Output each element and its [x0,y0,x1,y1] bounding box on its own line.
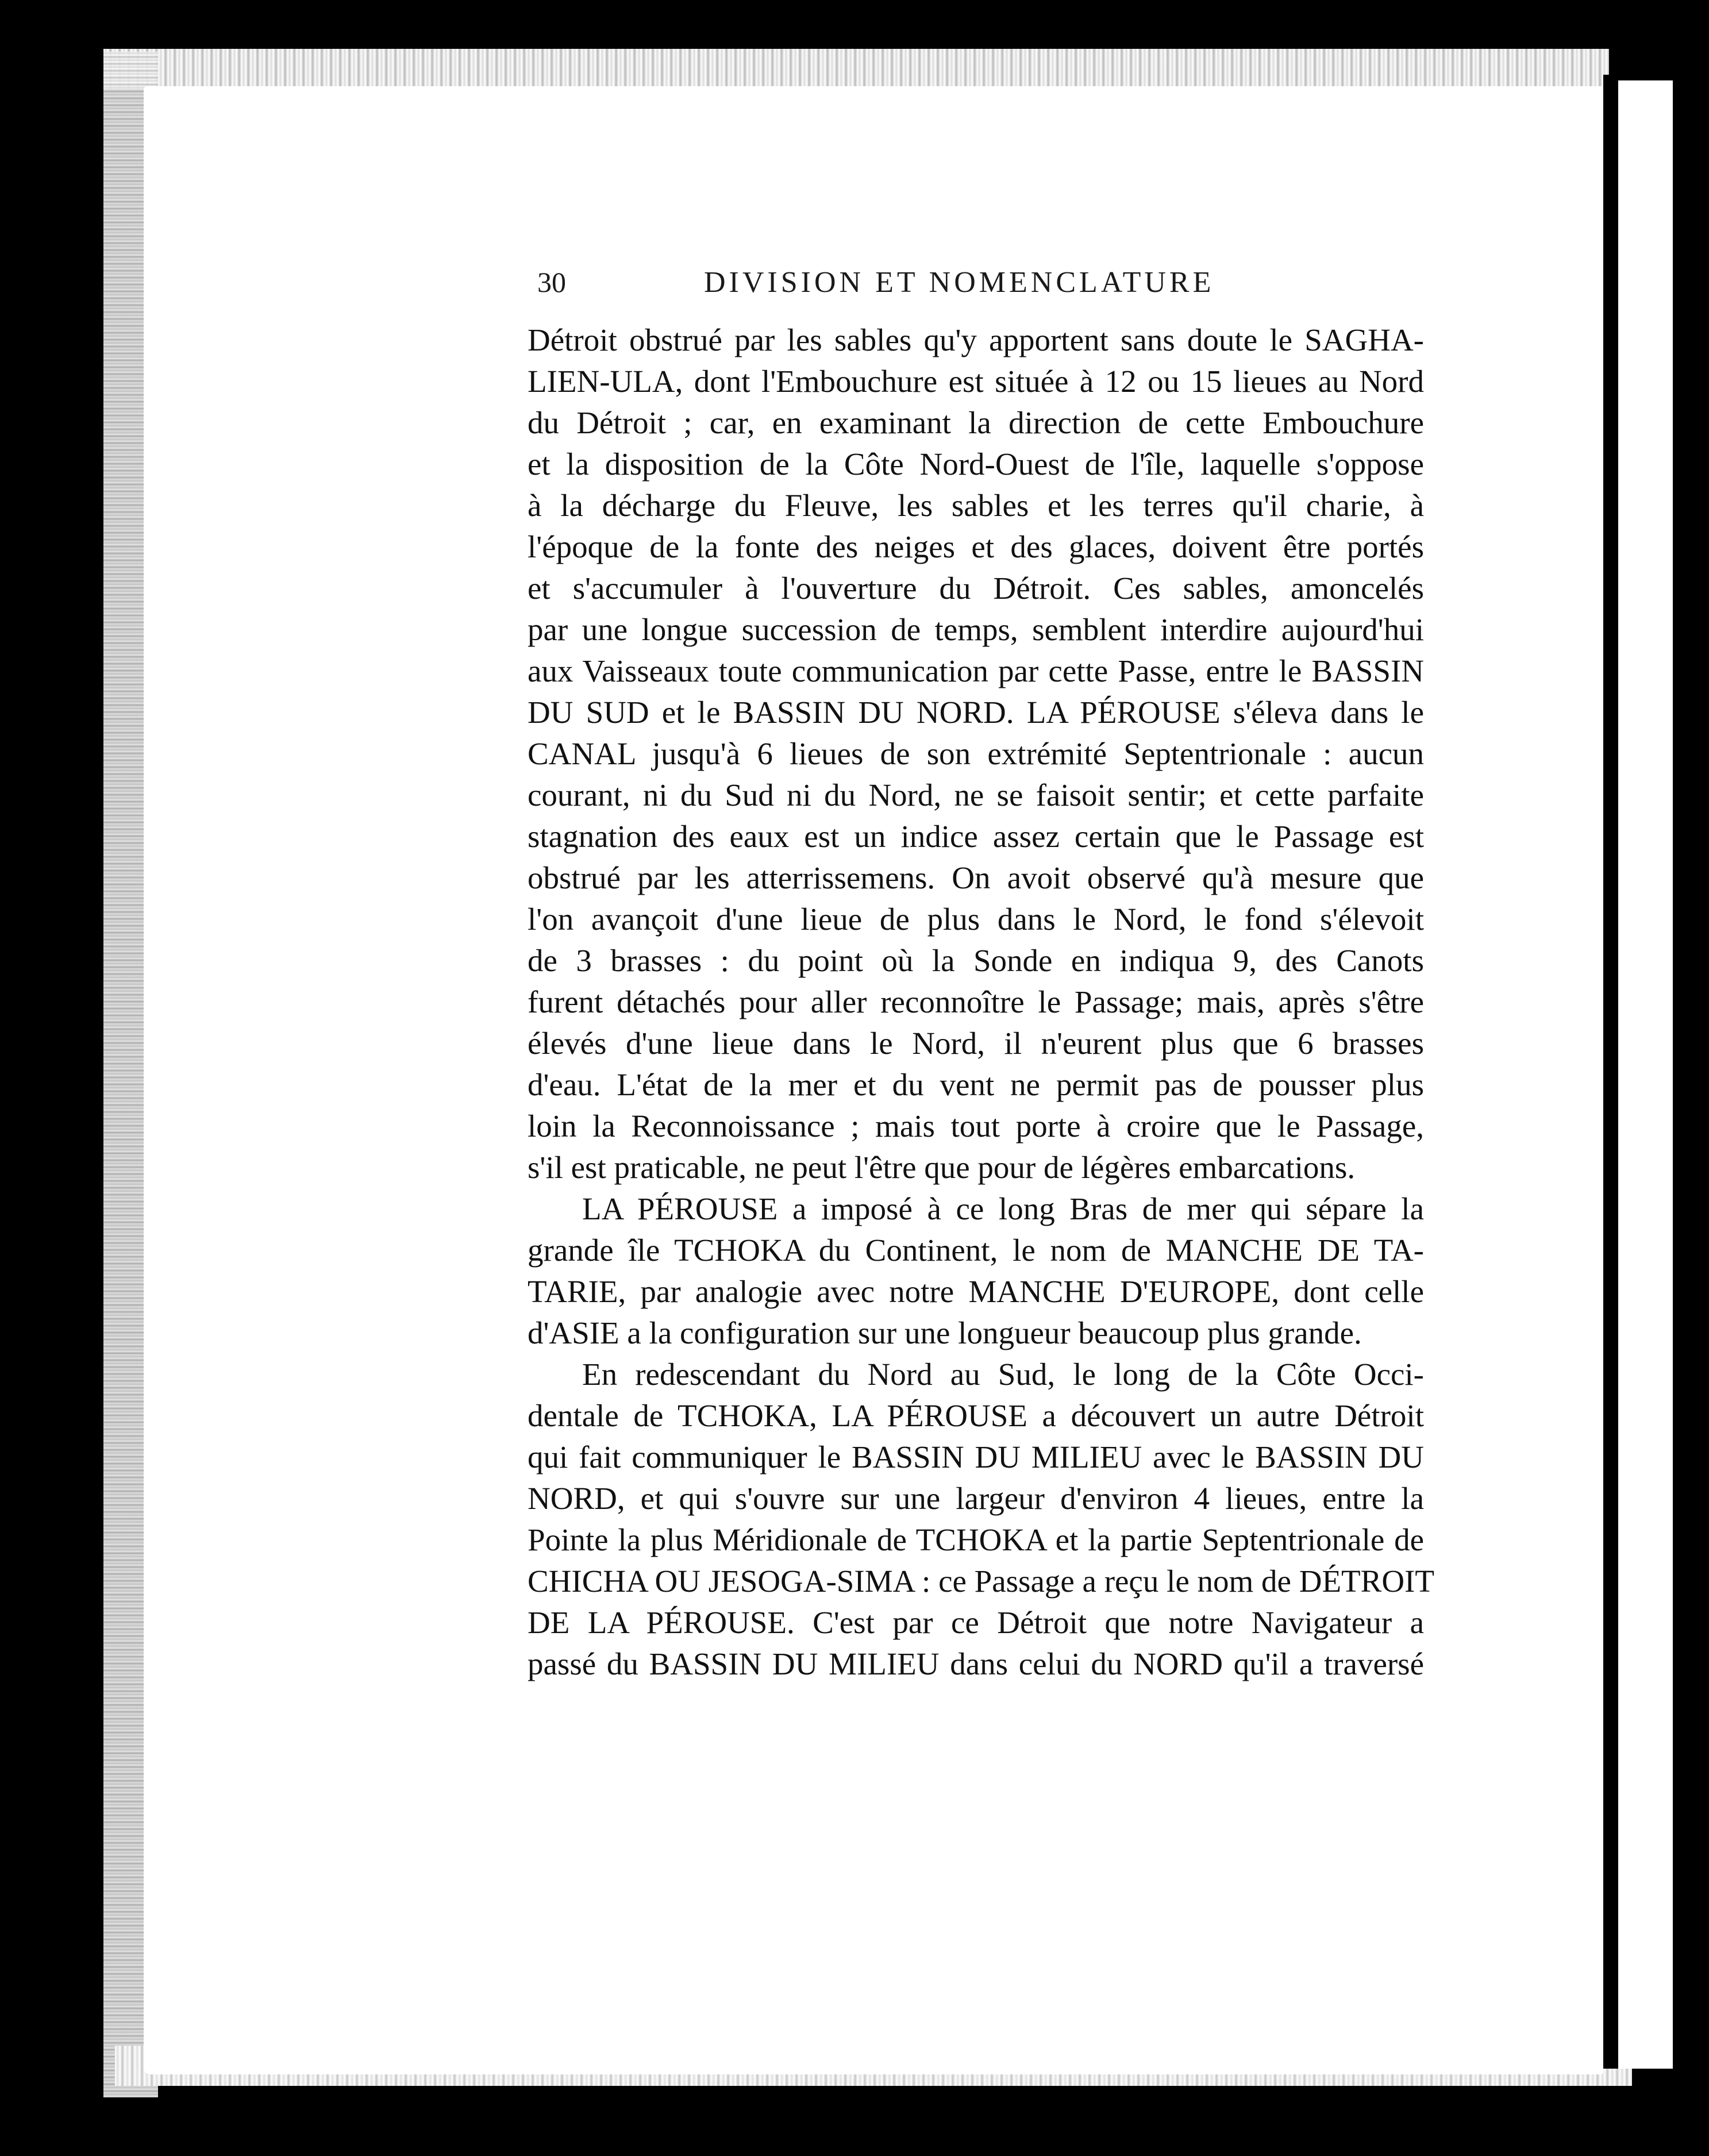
text-line: TARIE, par analogie avec notre MANCHE D'EUROPE, dont celle [528,1274,1424,1309]
text-line: dentale de TCHOKA, LA PÉROUSE a découvert un autre Détroit [528,1398,1424,1433]
text-line: s'il est praticable, ne peut l'être que pour de légères embarcations. [528,1150,1356,1185]
running-title: DIVISION ET NOMENCLATURE [704,266,1215,299]
book-gutter [1603,75,1618,2069]
text-line: et s'accumuler à l'ouverture du Détroit. Ces sables, amoncelés [528,571,1424,606]
text-line: du Détroit ; car, en examinant la direction de cette Embouchure [528,405,1424,440]
text-line: courant, ni du Sud ni du Nord, ne se faisoit sentir; et cette parfaite [528,777,1424,813]
text-line: grande île TCHOKA du Continent, le nom de MANCHE DE TA- [528,1233,1424,1268]
page-number: 30 [537,266,566,298]
text-line: d'eau. L'état de la mer et du vent ne permit pas de pousser plus [528,1067,1424,1102]
text-line: DU SUD et le BASSIN DU NORD. LA PÉROUSE s'éleva dans le [528,695,1424,730]
text-line: passé du BASSIN DU MILIEU dans celui du NORD qu'il a traversé [528,1646,1424,1681]
text-line: obstrué par les atterrissemens. On avoit observé qu'à mesure que [528,860,1424,895]
text-line: aux Vaisseaux toute communication par cette Passe, entre le BASSIN [528,653,1424,688]
facing-page-strip [1618,80,1673,2069]
paragraph-1 [528,319,1424,1188]
text-line: DE LA PÉROUSE. C'est par ce Détroit que notre Navigateur a [528,1605,1424,1640]
text-line: LIEN-ULA, dont l'Embouchure est située à 12 ou 15 lieues au Nord [528,364,1424,399]
text-line: l'on avançoit d'une lieue de plus dans le Nord, le fond s'élevoit [528,902,1424,937]
text-line: l'époque de la fonte des neiges et des glaces, doivent être portés [528,529,1424,564]
text-line: stagnation des eaux est un indice assez certain que le Passage est [528,819,1424,854]
text-line: CANAL jusqu'à 6 lieues de son extrémité Septentrionale : aucun [528,736,1424,771]
paragraph-3 [528,1354,1434,1685]
text-line: à la décharge du Fleuve, les sables et les terres qu'il charie, à [528,488,1424,523]
text-line: élevés d'une lieue dans le Nord, il n'eurent plus que 6 brasses [528,1026,1424,1061]
text-line: Pointe la plus Méridionale de TCHOKA et la partie Septentrionale de [528,1522,1424,1557]
text-line: par une longue succession de temps, semblent interdire aujourd'hui [528,612,1424,647]
text-line: loin la Reconnoissance ; mais tout porte à croire que le Passage, [528,1108,1424,1144]
text-line: CHICHA OU JESOGA-SIMA : ce Passage a reçu le nom de DÉTROIT [528,1564,1434,1599]
text-line: Détroit obstrué par les sables qu'y apportent sans doute le SAGHA- [528,322,1424,357]
text-line: de 3 brasses : du point où la Sonde en indiqua 9, des Canots [528,943,1424,978]
text-line: d'ASIE a la configuration sur une longueur beaucoup plus grande. [528,1315,1362,1350]
body-text [528,319,1434,1685]
text-line: LA PÉROUSE a imposé à ce long Bras de mer qui sépare la [582,1191,1424,1226]
text-line: furent détachés pour aller reconnoître le Passage; mais, après s'être [528,984,1424,1019]
text-line: et la disposition de la Côte Nord-Ouest de l'île, laquelle s'oppose [528,446,1424,482]
text-line: NORD, et qui s'ouvre sur une largeur d'environ 4 lieues, entre la [528,1481,1424,1516]
text-line: qui fait communiquer le BASSIN DU MILIEU avec le BASSIN DU [528,1439,1424,1474]
paragraph-2 [528,1188,1424,1354]
page-top-edge [103,49,1609,89]
text-line: En redescendant du Nord au Sud, le long de la Côte Occi- [582,1357,1424,1392]
page-header [537,265,1241,306]
